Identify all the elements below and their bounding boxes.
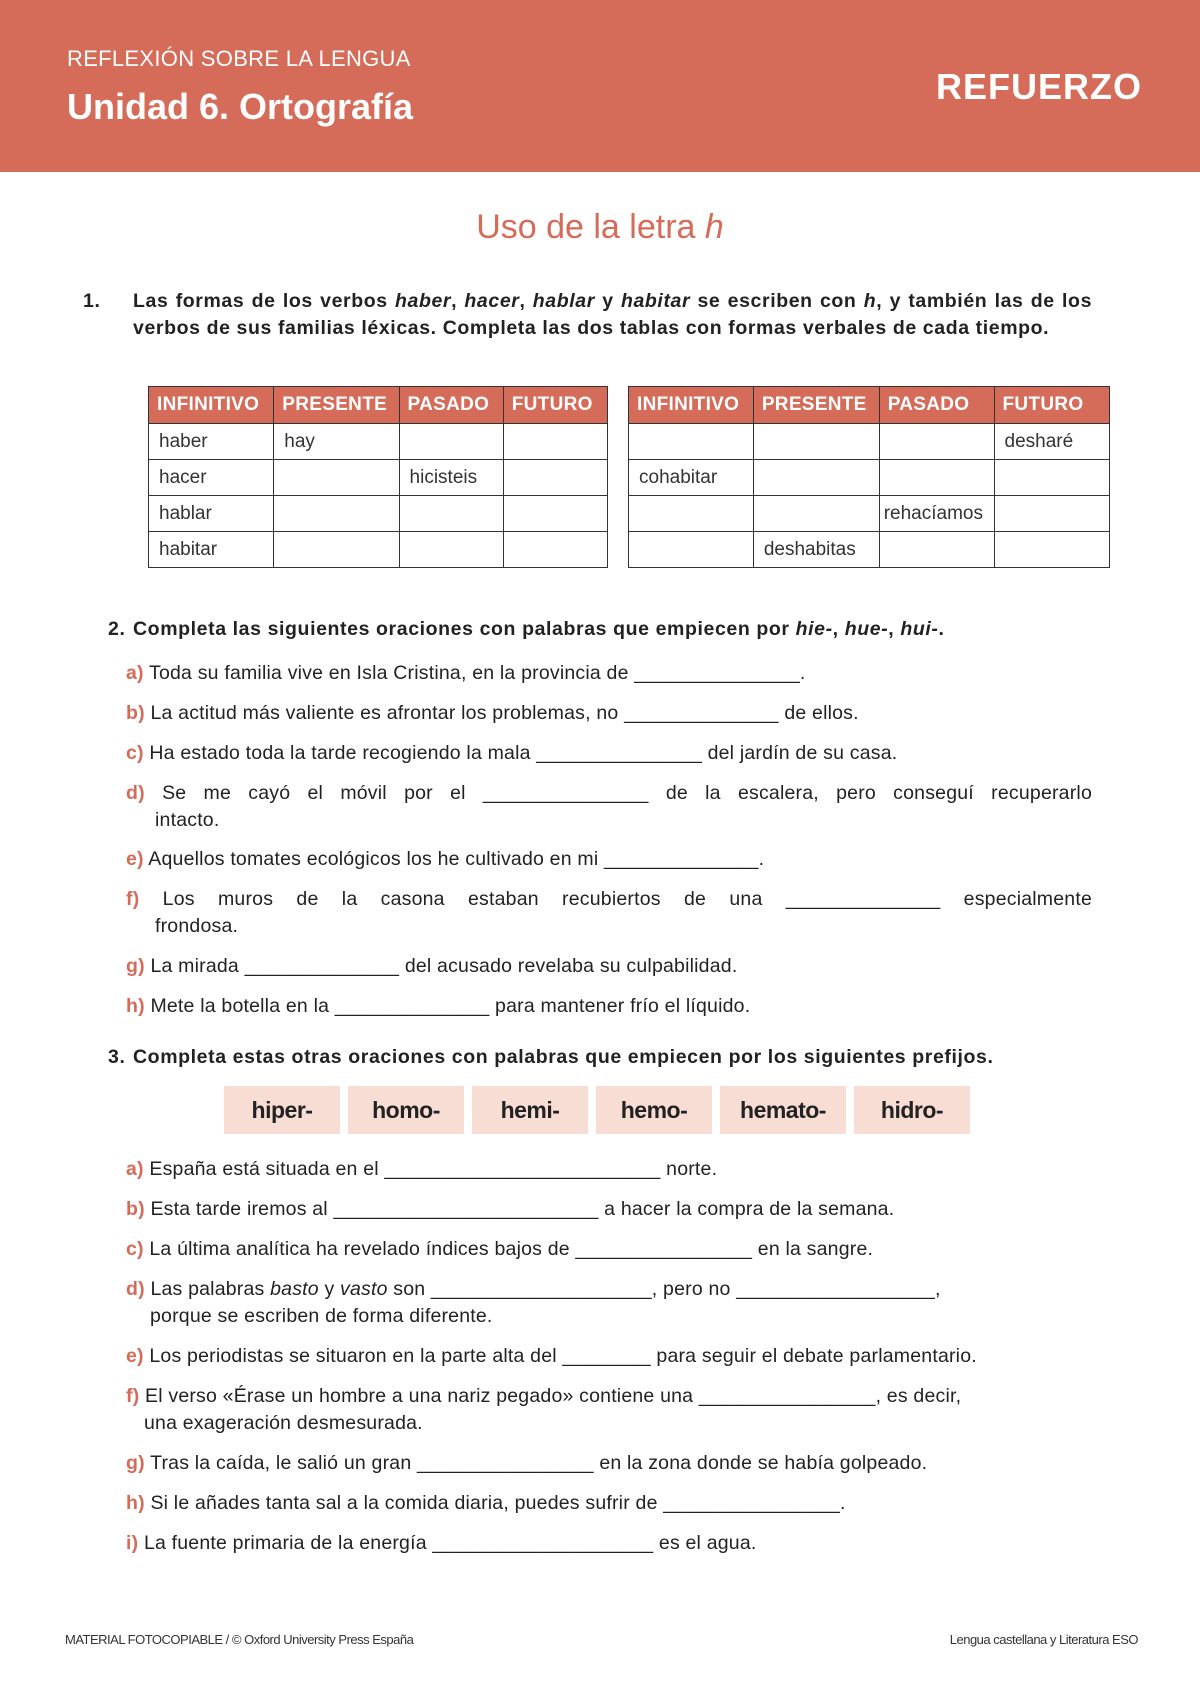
item-letter: g): [126, 1452, 145, 1474]
list-item: [126, 1276, 1092, 1330]
question-3-number: 3.: [108, 1046, 126, 1068]
item-text: Ha estado toda la tarde recogiendo la mala _______________ del jardín de su casa.: [149, 742, 898, 764]
question-1: [83, 288, 1093, 342]
item-text: Se me cayó el móvil por el _______________ de la escalera, pero conseguí recuperarlo: [162, 782, 1093, 804]
table-cell[interactable]: deshabitas: [753, 532, 879, 568]
table-cell[interactable]: [879, 532, 994, 568]
list-item: [126, 1236, 1092, 1263]
column-header: PRESENTE: [274, 387, 399, 424]
list-item: [126, 740, 1092, 767]
column-header: PASADO: [399, 387, 503, 424]
q2-p2: hue-: [844, 618, 889, 640]
item-text: La fuente primaria de la energía ____________________ es el agua.: [143, 1532, 757, 1554]
list-item: [126, 1490, 1092, 1517]
q1-t2: se escriben con: [690, 290, 864, 312]
table-row: [629, 460, 1110, 496]
question-1-text: [83, 288, 1093, 342]
q1-v2: hacer: [464, 290, 520, 312]
item-text-2: y: [318, 1278, 341, 1300]
table-cell[interactable]: [399, 532, 503, 568]
table-row: [149, 460, 608, 496]
item-text: Mete la botella en la ______________ para mantener frío el líquido.: [150, 995, 751, 1017]
table-cell[interactable]: [994, 460, 1110, 496]
table-cell[interactable]: desharé: [994, 424, 1110, 460]
list-item: [126, 1156, 1092, 1183]
table-cell[interactable]: [503, 424, 607, 460]
table-cell[interactable]: hay: [274, 424, 399, 460]
title-text: Uso de la letra: [476, 208, 705, 246]
item-letter: f): [126, 1385, 140, 1407]
item-text: Esta tarde iremos al ________________________ a hacer la compra de la semana.: [150, 1198, 895, 1220]
table-cell[interactable]: [274, 460, 399, 496]
list-item: [126, 1196, 1092, 1223]
item-letter: a): [126, 662, 144, 684]
table-cell[interactable]: [753, 496, 879, 532]
verbs-table-right: [628, 386, 1110, 568]
footer-course: Lengua castellana y Literatura ESO: [949, 1632, 1138, 1647]
list-item: [126, 846, 1092, 873]
q2-s2: ,: [888, 618, 901, 640]
item-text: España está situada en el _________________________ norte.: [149, 1158, 718, 1180]
question-1-number: 1.: [83, 290, 101, 312]
item-text: Los muros de la casona estaban recubiertos de una ______________ especialmente: [162, 888, 1092, 910]
q2-t1: Completa las siguientes oraciones con palabras que empiecen por: [133, 618, 796, 640]
list-item: [126, 886, 1092, 940]
item-letter: c): [126, 742, 144, 764]
item-text-3: son ____________________, pero no __________________,: [387, 1278, 941, 1300]
item-letter: h): [126, 1492, 145, 1514]
q2-p1: hie-: [795, 618, 833, 640]
item-letter: c): [126, 1238, 144, 1260]
prefix-chip: hemo-: [596, 1086, 712, 1134]
question-3-text: Completa estas otras oraciones con palabras que empiecen por los siguientes prefijos.: [133, 1046, 994, 1068]
item-text: Si le añades tanta sal a la comida diaria, puedes sufrir de ________________.: [150, 1492, 846, 1514]
prefix-chip: homo-: [348, 1086, 464, 1134]
item-continuation: frondosa.: [155, 915, 239, 937]
table-cell[interactable]: [503, 496, 607, 532]
q1-v4: habitar: [620, 290, 691, 312]
question-3: [108, 1044, 1092, 1071]
item-text: La última analítica ha revelado índices bajos de ________________ en la sangre.: [149, 1238, 874, 1260]
item-letter: e): [126, 848, 144, 870]
column-header: INFINITIVO: [149, 387, 274, 424]
item-letter: d): [126, 782, 145, 804]
table-cell[interactable]: [994, 532, 1110, 568]
question-2: [108, 616, 1092, 643]
list-item: [126, 780, 1092, 834]
item-text: Los periodistas se situaron en la parte alta del ________ para seguir el debate parlamentario.: [149, 1345, 977, 1367]
table-cell[interactable]: [994, 496, 1110, 532]
item-continuation: intacto.: [155, 809, 220, 831]
item-line: [126, 780, 1092, 807]
table-cell[interactable]: [879, 460, 994, 496]
item-continuation: porque se escriben de forma diferente.: [150, 1305, 493, 1327]
item-letter: h): [126, 995, 145, 1017]
column-header: INFINITIVO: [629, 387, 754, 424]
q1-t1: Las formas de los verbos: [133, 290, 395, 312]
table-cell[interactable]: hablar: [149, 496, 274, 532]
page-title: [0, 208, 1200, 247]
worksheet-type: REFUERZO: [936, 66, 1142, 107]
table-cell[interactable]: [274, 496, 399, 532]
table-row: [629, 532, 1110, 568]
table-cell[interactable]: rehacíamos: [879, 496, 994, 532]
table-cell[interactable]: habitar: [149, 532, 274, 568]
list-item: [126, 993, 1092, 1020]
verbs-table-left: [148, 386, 608, 568]
item-text-1: Las palabras: [150, 1278, 271, 1300]
item-text: Toda su familia vive en Isla Cristina, en la provincia de _______________.: [149, 662, 806, 684]
table-row: [629, 496, 1110, 532]
q1-v3: hablar: [532, 290, 595, 312]
item-letter: d): [126, 1278, 145, 1300]
unit-title: Unidad 6. Ortografía: [67, 86, 414, 127]
q1-v1: haber: [394, 290, 452, 312]
table-row: [149, 532, 608, 568]
table-cell[interactable]: hicisteis: [399, 460, 503, 496]
q2-p3: hui-: [900, 618, 939, 640]
item-text: El verso «Érase un hombre a una nariz pegado» contiene una ________________, es decir,: [145, 1385, 962, 1407]
table-cell[interactable]: [879, 424, 994, 460]
table-row: [149, 424, 608, 460]
item-word-basto: basto: [270, 1278, 319, 1300]
list-item: [126, 700, 1092, 727]
table-cell[interactable]: [503, 460, 607, 496]
item-letter: b): [126, 1198, 145, 1220]
item-letter: e): [126, 1345, 144, 1367]
table-cell[interactable]: [753, 460, 879, 496]
q1-s2: ,: [519, 290, 533, 312]
item-letter: i): [126, 1532, 139, 1554]
column-header: FUTURO: [994, 387, 1110, 424]
item-letter: a): [126, 1158, 144, 1180]
table-row: [149, 496, 608, 532]
header-band: [0, 0, 1200, 172]
prefix-chip: hiper-: [224, 1086, 340, 1134]
question-2-number: 2.: [108, 618, 126, 640]
q1-h: h: [863, 290, 877, 312]
column-header: PRESENTE: [753, 387, 879, 424]
title-letter: h: [704, 208, 724, 246]
table-cell[interactable]: [629, 532, 754, 568]
item-text: Aquellos tomates ecológicos los he cultivado en mi ______________.: [148, 848, 765, 870]
item-text: La mirada ______________ del acusado revelaba su culpabilidad.: [150, 955, 738, 977]
list-item: [126, 660, 1092, 687]
item-text: Tras la caída, le salió un gran ________________ en la zona donde se había golpeado.: [150, 1452, 928, 1474]
item-line: [126, 1383, 1092, 1410]
item-word-vasto: vasto: [340, 1278, 388, 1300]
column-header: PASADO: [879, 387, 994, 424]
item-line: [126, 1276, 1092, 1303]
q1-s1: ,: [451, 290, 465, 312]
list-item: [126, 1530, 1092, 1557]
item-text: La actitud más valiente es afrontar los problemas, no ______________ de ellos.: [150, 702, 859, 724]
item-letter: f): [126, 888, 140, 910]
table-row: [629, 424, 1110, 460]
table-cell[interactable]: cohabitar: [629, 460, 754, 496]
table-cell[interactable]: [274, 532, 399, 568]
table-cell[interactable]: haber: [149, 424, 274, 460]
prefix-chip: hidro-: [854, 1086, 970, 1134]
item-continuation: una exageración desmesurada.: [144, 1412, 423, 1434]
q2-s1: ,: [832, 618, 845, 640]
table-cell[interactable]: [629, 424, 754, 460]
column-header: FUTURO: [503, 387, 607, 424]
table-cell[interactable]: [399, 496, 503, 532]
list-item: [126, 1383, 1092, 1437]
footer-copyright: MATERIAL FOTOCOPIABLE / © Oxford University Press España: [65, 1632, 414, 1647]
table-cell[interactable]: [629, 496, 754, 532]
table-cell[interactable]: [503, 532, 607, 568]
q1-t3: , y también las de los verbos de sus familias léxicas. Completa las dos tablas con formas verbales de cada tiempo.: [133, 290, 1093, 339]
table-cell[interactable]: [399, 424, 503, 460]
prefix-chip: hemato-: [720, 1086, 846, 1134]
table-cell[interactable]: hacer: [149, 460, 274, 496]
list-item: [126, 1450, 1092, 1477]
item-letter: b): [126, 702, 145, 724]
q1-s3: y: [594, 290, 621, 312]
item-letter: g): [126, 955, 145, 977]
list-item: [126, 1343, 1092, 1370]
section-label: REFLEXIÓN SOBRE LA LENGUA: [67, 46, 411, 71]
item-line: [126, 886, 1092, 913]
q2-t2: .: [938, 618, 945, 640]
list-item: [126, 953, 1092, 980]
prefix-chip: hemi-: [472, 1086, 588, 1134]
table-cell[interactable]: [753, 424, 879, 460]
